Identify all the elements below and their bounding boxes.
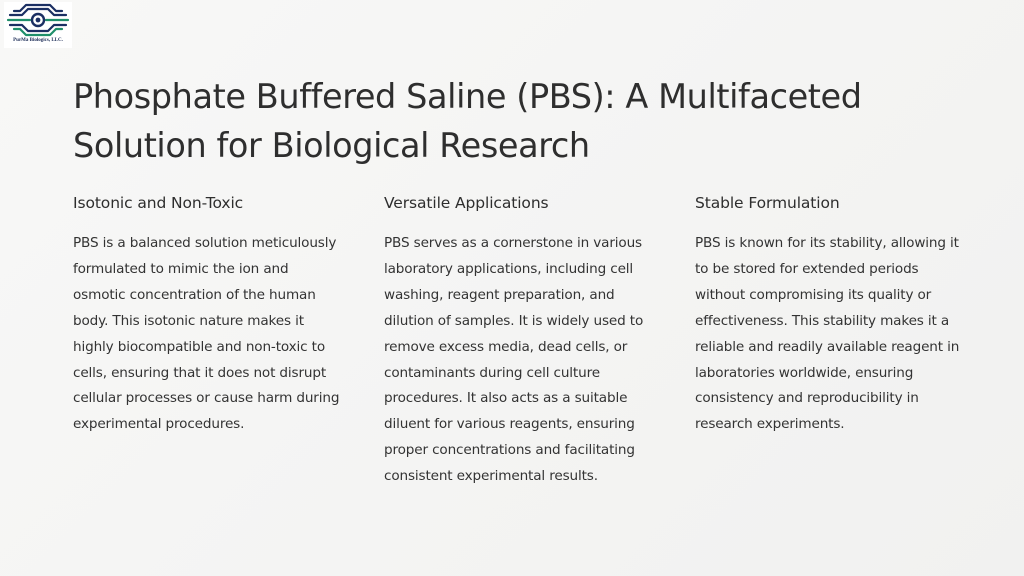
column-heading: Stable Formulation: [695, 194, 840, 212]
column-heading: Isotonic and Non-Toxic: [73, 194, 244, 212]
column-body: PBS is known for its stability, allowing it to be stored for extended periods without compromising its quality or effectiveness. This stability makes it a reliable and readily available reagent in laboratories worldwide, ensuring consistency and reproducibility in research experiments.: [695, 235, 960, 433]
column-stability: [695, 190, 963, 438]
column-isotonic: [73, 190, 341, 438]
column-applications: [384, 190, 652, 490]
column-body: PBS is a balanced solution meticulously formulated to mimic the ion and osmotic concentration of the human body. This isotonic nature makes it highly biocompatible and non-toxic to cells, ensuring that it does not disrupt cellular processes or cause harm during experimental procedures.: [73, 235, 340, 433]
column-heading: Versatile Applications: [384, 194, 549, 212]
page-title: Phosphate Buffered Saline (PBS): A Multifaceted Solution for Biological Research: [73, 77, 862, 165]
circuit-logo-icon: [4, 2, 72, 38]
logo-text: PurMa Biologics, LLC.: [13, 38, 63, 43]
column-body: PBS serves as a cornerstone in various laboratory applications, including cell washing, reagent preparation, and dilution of samples. It is widely used to remove excess media, dead cells, or contaminants during cell culture procedures. It also acts as a suitable diluent for various reagents, ensuring proper concentrations and facilitating consistent experimental results.: [384, 235, 644, 485]
company-logo: [4, 2, 72, 48]
